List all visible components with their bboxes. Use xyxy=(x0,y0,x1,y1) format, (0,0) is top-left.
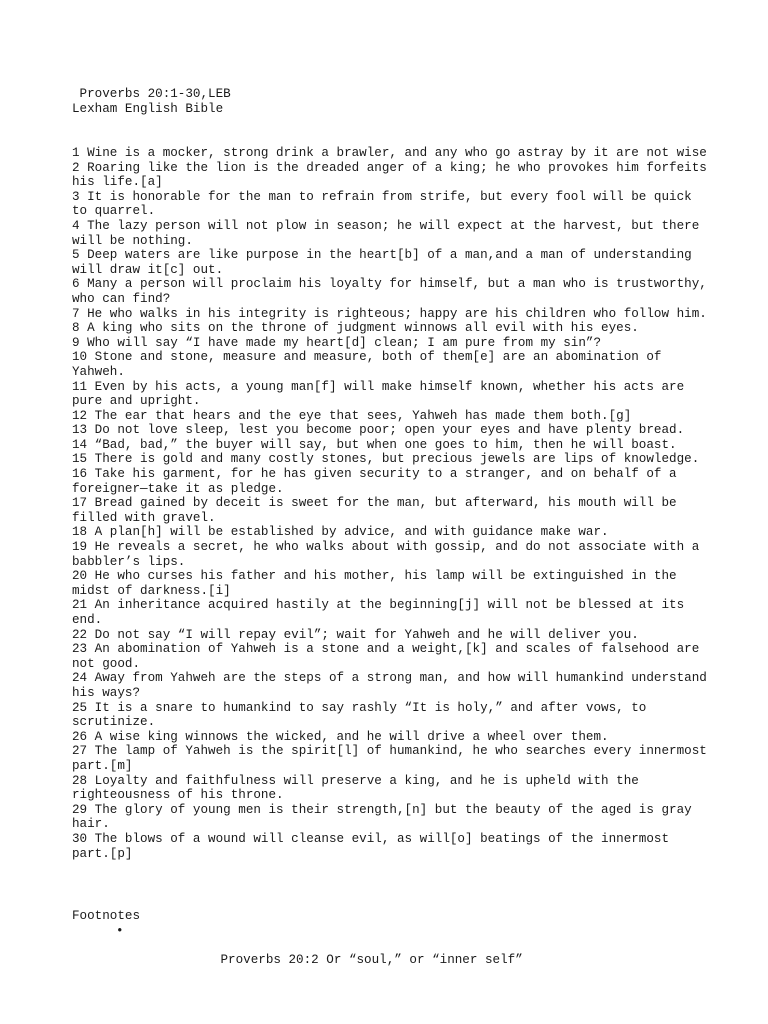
verse-13: 13 Do not love sleep, lest you become poor; open your eyes and have plenty bread. xyxy=(72,423,685,438)
verse-22: 22 Do not say “I will repay evil”; wait for Yahweh and he will deliver you. xyxy=(72,627,639,642)
verse-24: 24 Away from Yahweh are the steps of a strong man, and how will humankind understand his ways? xyxy=(72,671,707,700)
footnote-list xyxy=(72,924,712,982)
verse-6: 6 Many a person will proclaim his loyalty for himself, but a man who is trustworthy, who can find? xyxy=(72,277,707,306)
footnotes-heading: Footnotes xyxy=(72,909,141,923)
verse-27: 27 The lamp of Yahweh is the spirit[l] of humankind, he who searches every innermost part.[m] xyxy=(72,744,707,773)
verse-15: 15 There is gold and many costly stones, but precious jewels are lips of knowledge. xyxy=(72,452,700,467)
verse-2: 2 Roaring like the lion is the dreaded anger of a king; he who provokes him forfeits his life.[a] xyxy=(72,160,707,190)
verse-26: 26 A wise king winnows the wicked, and he will drive a wheel over them. xyxy=(72,729,609,744)
verse-17: 17 Bread gained by deceit is sweet for the man, but afterward, his mouth will be filled with gravel. xyxy=(72,496,677,525)
verse-14: 14 “Bad, bad,” the buyer will say, but when one goes to him, then he will boast. xyxy=(72,437,677,452)
verse-7: 7 He who walks in his integrity is righteous; happy are his children who follow him. xyxy=(72,306,707,321)
verse-20: 20 He who curses his father and his mother, his lamp will be extinguished in the midst of darkness.[i] xyxy=(72,569,677,598)
verse-9: 9 Who will say “I have made my heart[d] clean; I am pure from my sin”? xyxy=(72,335,602,350)
verse-3: 3 It is honorable for the man to refrain from strife, but every fool will be quick to quarrel. xyxy=(72,189,692,219)
verse-12: 12 The ear that hears and the eye that sees, Yahweh has made them both.[g] xyxy=(72,408,632,423)
bible-version: Lexham English Bible xyxy=(72,101,224,116)
verse-list xyxy=(72,146,712,861)
verse-21: 21 An inheritance acquired hastily at the beginning[j] will not be blessed at its end. xyxy=(72,598,685,627)
verse-30: 30 The blows of a wound will cleanse evil, as will[o] beatings of the innermost part.[p] xyxy=(72,831,670,861)
footnote-text: Proverbs 20:2 Or “soul,” or “inner self” xyxy=(220,952,523,967)
bullet-icon: • xyxy=(116,923,124,938)
document-title: Proverbs 20:1-30,LEB xyxy=(72,87,231,101)
verse-25: 25 It is a snare to humankind to say rashly “It is holy,” and after vows, to scrutinize. xyxy=(72,700,647,730)
verse-19: 19 He reveals a secret, he who walks about with gossip, and do not associate with a babbler’s lips. xyxy=(72,540,700,569)
footnotes-section xyxy=(72,909,712,982)
verse-10: 10 Stone and stone, measure and measure, both of them[e] are an abomination of Yahweh. xyxy=(72,350,662,379)
verse-11: 11 Even by his acts, a young man[f] will make himself known, whether his acts are pure and upright. xyxy=(72,379,685,409)
verse-28: 28 Loyalty and faithfulness will preserve a king, and he is upheld with the righteousness of his throne. xyxy=(72,773,639,803)
verse-8: 8 A king who sits on the throne of judgment winnows all evil with his eyes. xyxy=(72,321,639,336)
document-header xyxy=(72,87,712,116)
verse-23: 23 An abomination of Yahweh is a stone and a weight,[k] and scales of falsehood are not good. xyxy=(72,642,700,671)
verse-4: 4 The lazy person will not plow in season; he will expect at the harvest, but there will be nothing. xyxy=(72,218,700,248)
verse-5: 5 Deep waters are like purpose in the heart[b] of a man,and a man of understanding will draw it[c] out. xyxy=(72,248,692,277)
verse-1: 1 Wine is a mocker, strong drink a brawler, and any who go astray by it are not wise xyxy=(72,146,707,160)
verse-16: 16 Take his garment, for he has given security to a stranger, and on behalf of a foreigner—take it as pledge. xyxy=(72,467,677,496)
verse-18: 18 A plan[h] will be established by advice, and with guidance make war. xyxy=(72,525,609,540)
verse-29: 29 The glory of young men is their strength,[n] but the beauty of the aged is gray hair. xyxy=(72,802,692,832)
footnote-item xyxy=(72,924,712,982)
